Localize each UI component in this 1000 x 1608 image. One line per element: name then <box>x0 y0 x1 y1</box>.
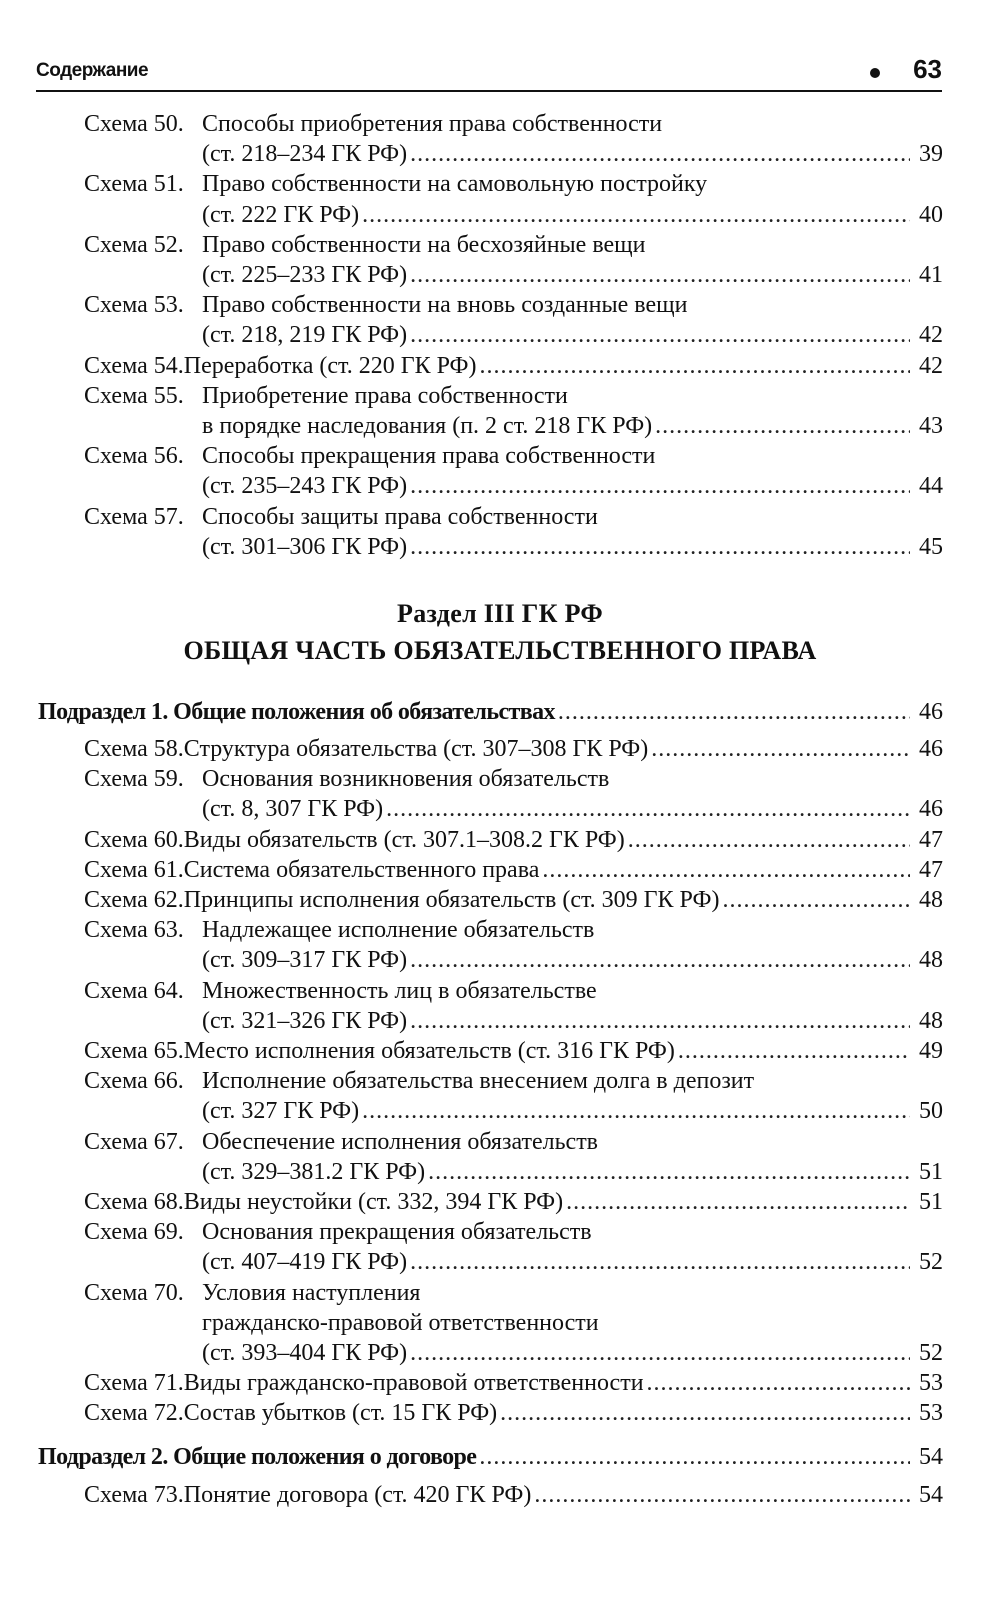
scheme-number: Схема 71. <box>84 1370 184 1397</box>
toc-entry-line <box>84 1065 943 1097</box>
toc-entry-line <box>84 380 943 412</box>
leader-dots <box>479 1441 910 1473</box>
toc-entry-line <box>84 854 943 886</box>
scheme-page: 47 <box>919 856 943 883</box>
scheme-page: 51 <box>919 1189 943 1215</box>
leader-dots <box>678 1035 910 1067</box>
leader-dots <box>542 854 910 886</box>
scheme-page: 41 <box>919 262 943 288</box>
scheme-title: Основания возникновения обязательств <box>202 766 610 793</box>
subsection-heading[interactable] <box>38 696 943 728</box>
toc-entry-line <box>202 199 943 231</box>
toc-entry-line <box>202 1156 943 1188</box>
leader-dots <box>628 824 910 856</box>
toc-entry-line <box>202 1307 943 1339</box>
leader-dots <box>558 696 910 728</box>
scheme-page: 45 <box>919 533 943 560</box>
toc-entry-line <box>202 1005 943 1037</box>
scheme-title: Основания прекращения обязательств <box>202 1219 592 1246</box>
toc-entry-line <box>84 1397 943 1429</box>
scheme-title: (ст. 393–404 ГК РФ) <box>202 1340 408 1366</box>
scheme-page: 52 <box>919 1249 943 1276</box>
running-header <box>36 50 942 92</box>
scheme-number: Схема 50. <box>84 111 184 137</box>
leader-dots <box>410 470 910 502</box>
leader-dots <box>410 259 910 291</box>
toc-entry-line <box>84 1126 943 1158</box>
scheme-title: Место исполнения обязательств (ст. 316 ГК РФ) <box>183 1038 675 1064</box>
running-title: Содержание <box>36 60 149 81</box>
scheme-page: 51 <box>919 1158 943 1185</box>
toc-entry-line <box>202 793 943 825</box>
scheme-title: в порядке наследования (п. 2 ст. 218 ГК РФ) <box>202 413 653 439</box>
scheme-page: 54 <box>919 1482 943 1508</box>
scheme-title: (ст. 8, 307 ГК РФ) <box>202 796 384 823</box>
scheme-number: Схема 70. <box>84 1279 184 1306</box>
scheme-page: 53 <box>919 1370 943 1397</box>
scheme-number: Схема 52. <box>84 231 184 258</box>
toc-entry-line <box>202 319 943 351</box>
scheme-number: Схема 58. <box>84 736 184 762</box>
scheme-number: Схема 57. <box>84 503 184 530</box>
scheme-page: 42 <box>919 352 943 379</box>
leader-dots <box>410 944 910 976</box>
leader-dots <box>410 1337 910 1369</box>
toc-entry-line <box>202 531 943 563</box>
scheme-title: Множественность лиц в обязательстве <box>202 977 597 1004</box>
scheme-title: Понятие договора (ст. 420 ГК РФ) <box>183 1482 532 1508</box>
leader-dots <box>651 733 910 765</box>
leader-dots <box>647 1367 910 1399</box>
toc-entry-line <box>202 1337 943 1369</box>
scheme-title: Виды гражданско-правовой ответственности <box>183 1370 644 1397</box>
toc-entry-line <box>84 440 943 472</box>
toc-entry-line <box>202 410 943 442</box>
scheme-number: Схема 54. <box>84 352 184 379</box>
subsection-heading[interactable] <box>38 1441 943 1473</box>
toc-entry-line <box>84 824 943 856</box>
leader-dots <box>410 1246 910 1278</box>
scheme-page: 42 <box>919 322 943 349</box>
scheme-title: Структура обязательства (ст. 307–308 ГК РФ) <box>183 736 649 762</box>
page-number: 63 <box>913 54 942 84</box>
scheme-number: Схема 55. <box>84 382 184 409</box>
toc-entry-line <box>84 914 943 946</box>
scheme-page: 53 <box>919 1400 943 1427</box>
scheme-page: 52 <box>919 1340 943 1366</box>
scheme-page: 46 <box>919 796 943 823</box>
leader-dots <box>566 1186 910 1218</box>
scheme-title: Надлежащее исполнение обязательств <box>202 917 595 944</box>
scheme-title: Исполнение обязательства внесением долга в депозит <box>202 1068 755 1095</box>
leader-dots <box>362 199 910 231</box>
scheme-number: Схема 68. <box>84 1189 184 1215</box>
scheme-title: Виды обязательств (ст. 307.1–308.2 ГК РФ) <box>183 826 625 853</box>
scheme-page: 49 <box>919 1038 943 1064</box>
scheme-title: (ст. 222 ГК РФ) <box>202 201 360 228</box>
scheme-number: Схема 61. <box>84 856 184 883</box>
scheme-title: (ст. 309–317 ГК РФ) <box>202 947 408 974</box>
scheme-number: Схема 60. <box>84 826 184 853</box>
subsection-title: Подраздел 2. Общие положения о договоре <box>38 1444 477 1470</box>
leader-dots <box>410 319 910 351</box>
scheme-title: Система обязательственного права <box>183 856 540 883</box>
toc-entry-line <box>84 1367 943 1399</box>
toc-entry-line <box>84 975 943 1007</box>
scheme-number: Схема 72. <box>84 1400 184 1427</box>
leader-dots <box>479 350 910 382</box>
leader-dots <box>655 410 910 442</box>
section-subtitle: ОБЩАЯ ЧАСТЬ ОБЯЗАТЕЛЬСТВЕННОГО ПРАВА <box>183 636 817 665</box>
scheme-page: 39 <box>919 141 943 168</box>
leader-dots <box>410 531 910 563</box>
toc-entry-line <box>202 1246 943 1278</box>
bullet-icon <box>870 68 880 78</box>
toc-entry-line <box>84 501 943 533</box>
toc-entry-line <box>84 1035 943 1067</box>
toc-entry-line <box>84 1186 943 1218</box>
scheme-number: Схема 69. <box>84 1219 184 1246</box>
scheme-page: 40 <box>919 201 943 228</box>
toc-entry-line <box>84 733 943 765</box>
leader-dots <box>386 793 910 825</box>
toc-entry-line <box>84 1216 943 1248</box>
leader-dots <box>534 1479 910 1511</box>
toc-entry-line <box>84 350 943 382</box>
leader-dots <box>500 1397 910 1429</box>
toc-entry-line <box>202 470 943 502</box>
leader-dots <box>722 884 910 916</box>
scheme-title: Обеспечение исполнения обязательств <box>202 1128 599 1155</box>
scheme-page: 48 <box>919 1007 943 1034</box>
scheme-title: (ст. 327 ГК РФ) <box>202 1098 360 1125</box>
scheme-title: Принципы исполнения обязательств (ст. 309 ГК РФ) <box>183 887 720 913</box>
scheme-page: 47 <box>919 826 943 853</box>
scheme-number: Схема 51. <box>84 171 184 198</box>
scheme-title: Способы приобретения права собственности <box>202 111 663 137</box>
scheme-title: гражданско-правовой ответственности <box>202 1309 599 1336</box>
toc-entry-line <box>84 884 943 916</box>
scheme-title: (ст. 321–326 ГК РФ) <box>202 1007 408 1034</box>
scheme-number: Схема 56. <box>84 443 184 470</box>
scheme-page: 50 <box>919 1098 943 1125</box>
toc-entry-line <box>202 259 943 291</box>
scheme-title: (ст. 225–233 ГК РФ) <box>202 262 408 288</box>
scheme-title: Право собственности на бесхозяйные вещи <box>202 231 646 258</box>
scheme-title: Способы прекращения права собственности <box>202 443 656 470</box>
scheme-page: 43 <box>919 413 943 439</box>
toc-entry-line <box>84 763 943 795</box>
scheme-number: Схема 67. <box>84 1128 184 1155</box>
toc-entry-line <box>84 229 943 261</box>
leader-dots <box>362 1095 910 1127</box>
scheme-number: Схема 66. <box>84 1068 184 1095</box>
toc-entry-line <box>84 1277 943 1309</box>
scheme-title: (ст. 301–306 ГК РФ) <box>202 533 408 560</box>
toc-entry-line <box>84 1479 943 1511</box>
scheme-title: Приобретение права собственности <box>202 382 568 409</box>
toc-entry-line <box>202 944 943 976</box>
leader-dots <box>410 138 910 170</box>
toc-entry-line <box>84 168 943 200</box>
leader-dots <box>428 1156 910 1188</box>
scheme-title: (ст. 235–243 ГК РФ) <box>202 473 408 500</box>
scheme-page: 46 <box>919 736 943 762</box>
scheme-page: 44 <box>919 473 943 500</box>
subsection-page: 46 <box>919 699 943 725</box>
scheme-title: Право собственности на самовольную постройку <box>202 171 708 198</box>
subsection-title: Подраздел 1. Общие положения об обязательствах <box>38 699 555 725</box>
section-title: Раздел III ГК РФ <box>397 599 603 628</box>
scheme-number: Схема 63. <box>84 917 184 944</box>
toc-entry-line <box>202 138 943 170</box>
scheme-title: (ст. 407–419 ГК РФ) <box>202 1249 408 1276</box>
scheme-title: (ст. 218, 219 ГК РФ) <box>202 322 408 349</box>
scheme-title: Переработка (ст. 220 ГК РФ) <box>183 352 477 379</box>
scheme-number: Схема 59. <box>84 766 184 793</box>
scheme-page: 48 <box>919 947 943 974</box>
leader-dots <box>410 1005 910 1037</box>
toc-entry-line <box>84 108 943 140</box>
scheme-title: Право собственности на вновь созданные вещи <box>202 292 688 319</box>
scheme-number: Схема 64. <box>84 977 184 1004</box>
scheme-title: Способы защиты права собственности <box>202 503 598 530</box>
scheme-number: Схема 53. <box>84 292 184 319</box>
scheme-number: Схема 65. <box>84 1038 184 1064</box>
scheme-title: Состав убытков (ст. 15 ГК РФ) <box>183 1400 498 1427</box>
scheme-title: (ст. 218–234 ГК РФ) <box>202 141 408 168</box>
toc-entry-line <box>202 1095 943 1127</box>
toc-entry-line <box>84 289 943 321</box>
scheme-number: Схема 73. <box>84 1482 184 1508</box>
scheme-page: 48 <box>919 887 943 913</box>
scheme-title: Условия наступления <box>202 1279 421 1306</box>
scheme-title: Виды неустойки (ст. 332, 394 ГК РФ) <box>183 1189 564 1215</box>
scheme-number: Схема 62. <box>84 887 184 913</box>
scheme-title: (ст. 329–381.2 ГК РФ) <box>202 1158 426 1185</box>
subsection-page: 54 <box>919 1444 943 1470</box>
